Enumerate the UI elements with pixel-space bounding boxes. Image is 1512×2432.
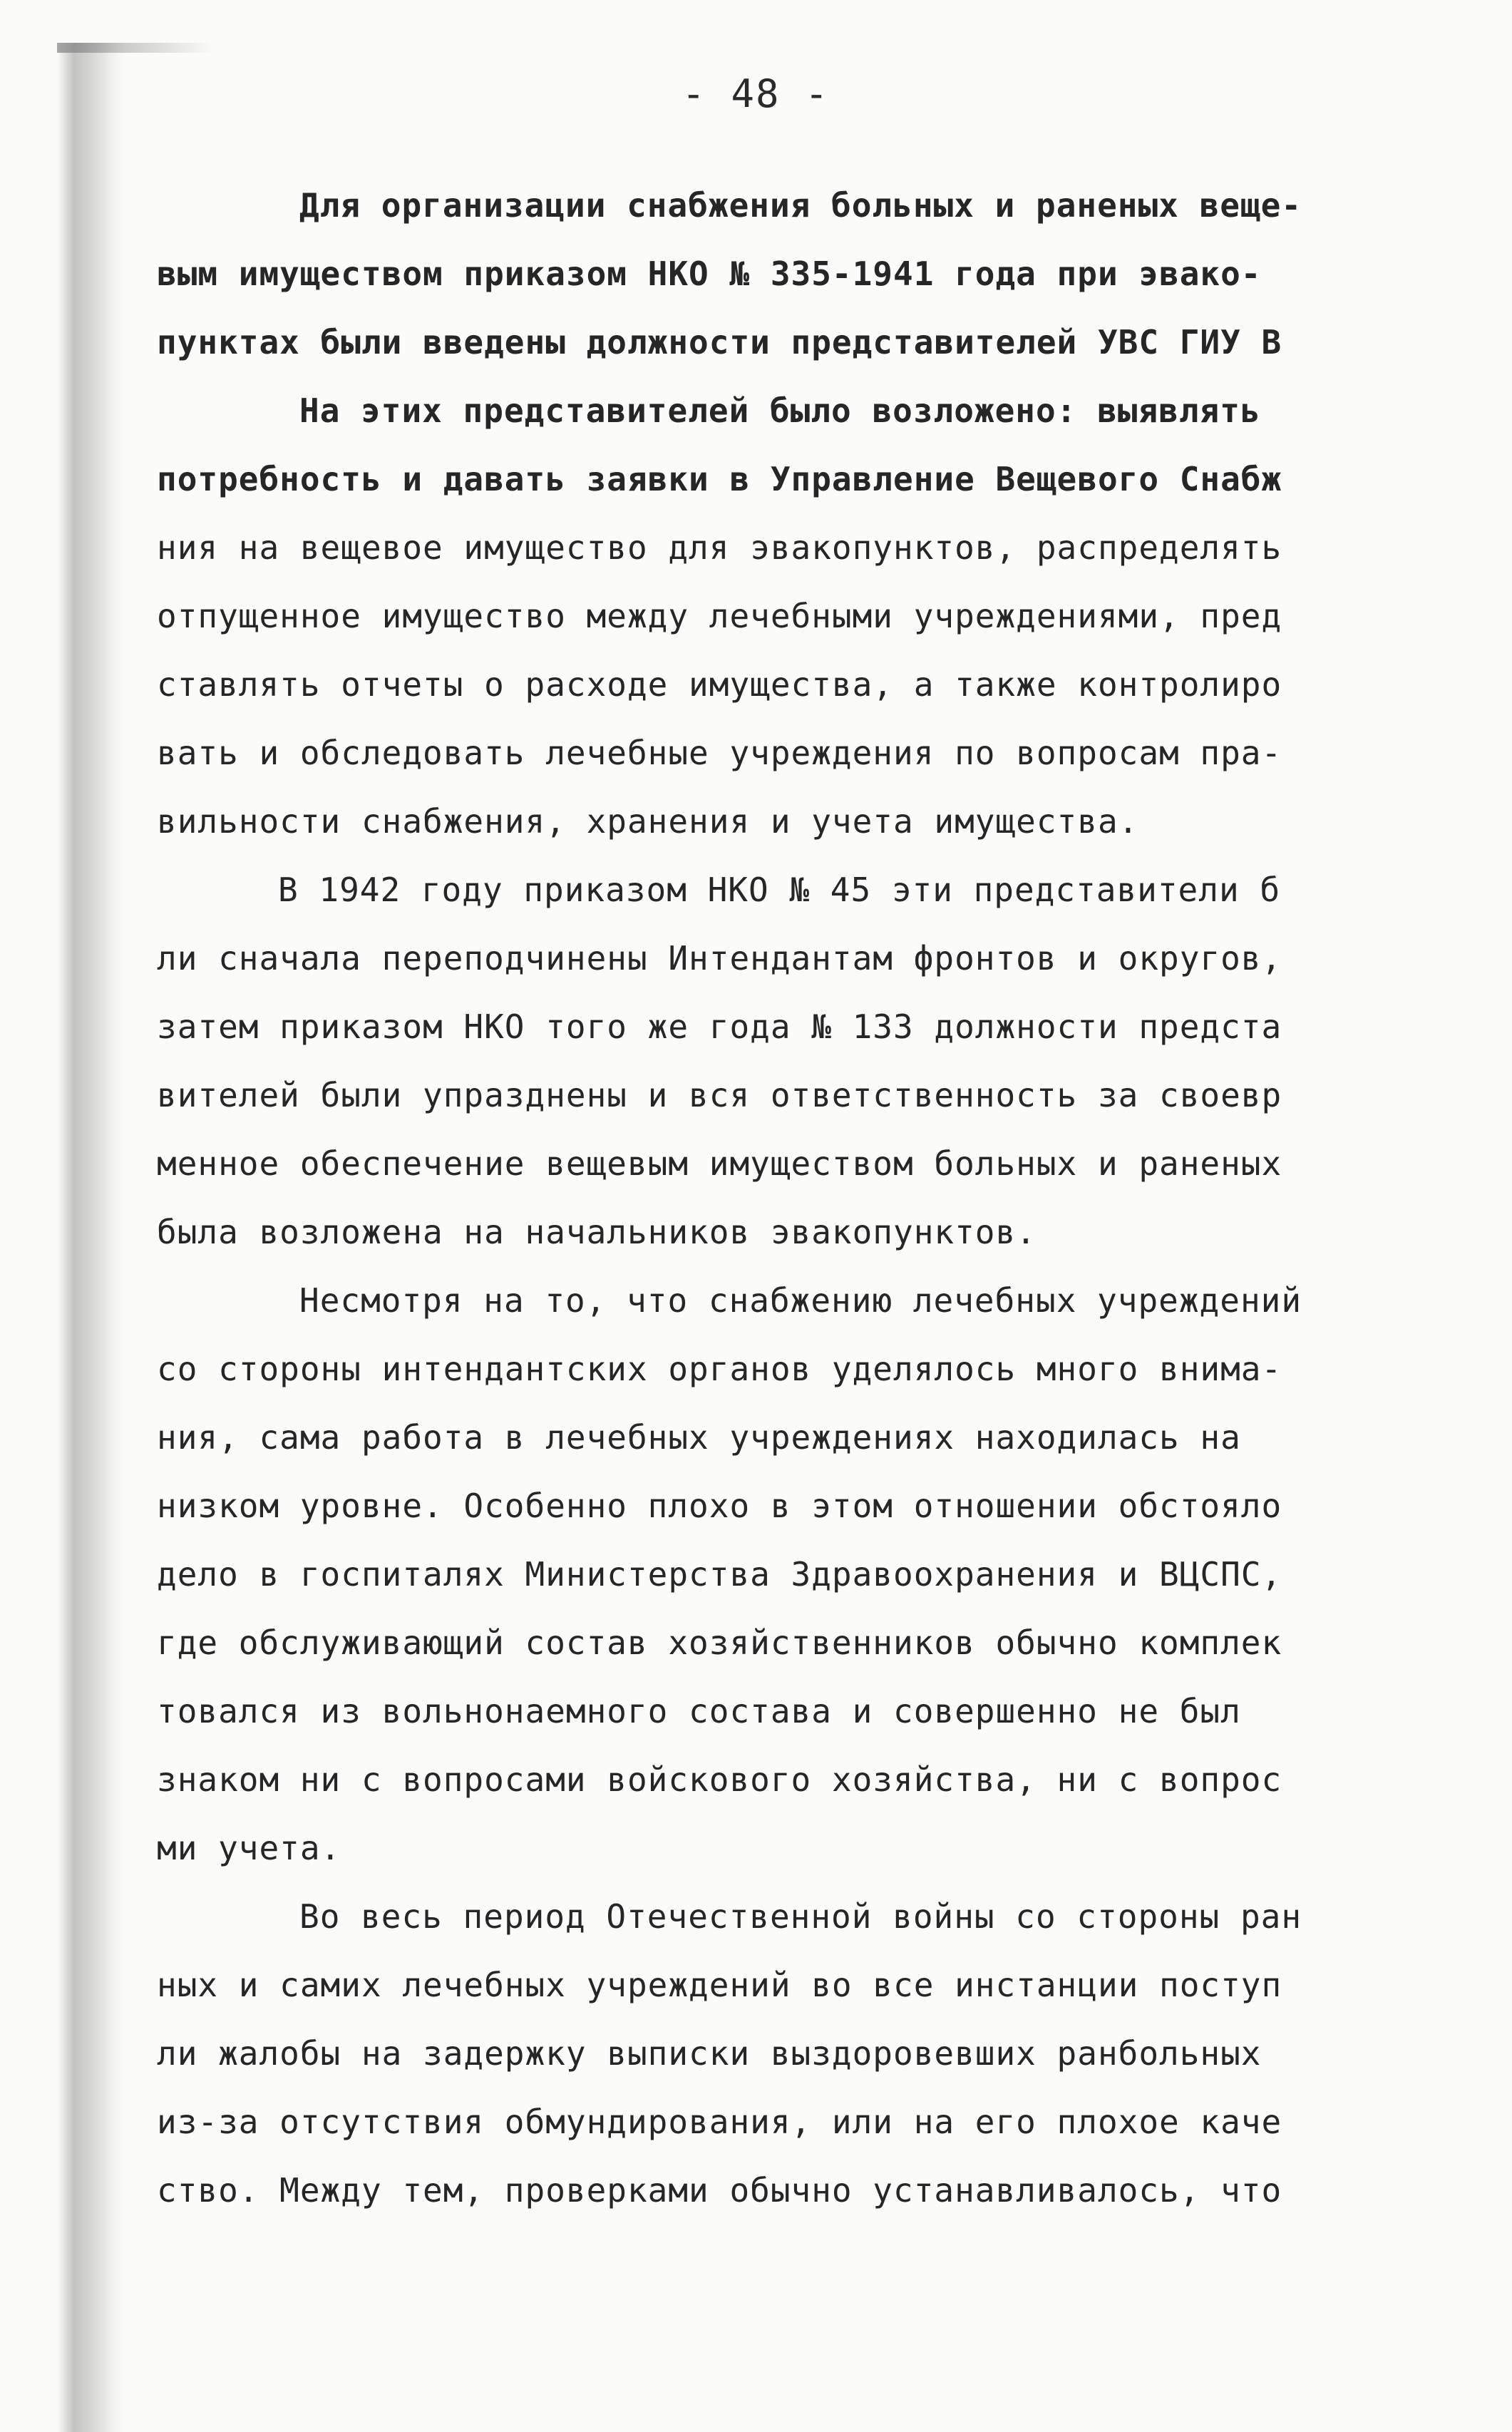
text-line: ли жалобы на задержку выписки выздоровевших ранбольных — [157, 2034, 1262, 2073]
page-number: - 48 - — [682, 71, 830, 116]
text-line: Несмотря на то, что снабжению лечебных учреждений — [299, 1281, 1302, 1320]
scan-edge-shadow-top — [57, 43, 214, 53]
text-line: ставлять отчеты о расходе имущества, а также контролиро — [157, 665, 1282, 704]
text-line: отпущенное имущество между лечебными учреждениями, пред — [157, 597, 1282, 635]
text-line: Во весь период Отечественной войны со стороны ран — [299, 1897, 1302, 1936]
scan-edge-shadow — [57, 43, 125, 2432]
text-line: дело в госпиталях Министерства Здравоохранения и ВЦСПС, — [157, 1555, 1282, 1594]
text-line: На этих представителей было возложено: выявлять — [299, 391, 1261, 430]
text-line: потребность и давать заявки в Управление Вещевого Снабж — [157, 460, 1282, 498]
text-line: ния на вещевое имущество для эвакопунктов, распределять — [157, 528, 1282, 567]
text-line: ных и самих лечебных учреждений во все инстанции поступ — [157, 1966, 1282, 2004]
text-line: со стороны интендантских органов уделялось много внима- — [157, 1350, 1282, 1388]
text-line: Для организации снабжения больных и раненых веще- — [299, 186, 1302, 225]
text-line: ство. Между тем, проверками обычно устанавливалось, что — [157, 2171, 1282, 2210]
text-line: вым имуществом приказом НКО № 335-1941 года при эвако- — [157, 255, 1262, 293]
text-line: ли сначала переподчинены Интендантам фронтов и округов, — [157, 939, 1282, 978]
text-line: затем приказом НКО того же года № 133 должности предста — [157, 1007, 1282, 1046]
text-line: ми учета. — [157, 1829, 341, 1867]
text-line: низком уровне. Особенно плохо в этом отношении обстояло — [157, 1487, 1282, 1525]
text-line: менное обеспечение вещевым имуществом больных и раненых — [157, 1144, 1282, 1183]
text-line: В 1942 году приказом НКО № 45 эти представители б — [278, 871, 1281, 909]
text-line: пунктах были введены должности представителей УВС ГИУ В — [157, 323, 1282, 361]
typed-text-block — [157, 171, 1483, 2225]
text-line: товался из вольнонаемного состава и совершенно не был — [157, 1692, 1241, 1730]
text-line: вать и обследовать лечебные учреждения по вопросам пра- — [157, 734, 1282, 772]
text-line: была возложена на начальников эвакопунктов. — [157, 1213, 1037, 1251]
text-line: где обслуживающий состав хозяйственников обычно комплек — [157, 1623, 1282, 1662]
text-line: знаком ни с вопросами войскового хозяйства, ни с вопрос — [157, 1760, 1282, 1799]
text-line: ния, сама работа в лечебных учреждениях находилась на — [157, 1418, 1241, 1457]
text-line: вителей были упразднены и вся ответственность за своевр — [157, 1076, 1282, 1114]
text-line: вильности снабжения, хранения и учета имущества. — [157, 802, 1139, 841]
text-line: из-за отсутствия обмундирования, или на его плохое каче — [157, 2103, 1282, 2141]
